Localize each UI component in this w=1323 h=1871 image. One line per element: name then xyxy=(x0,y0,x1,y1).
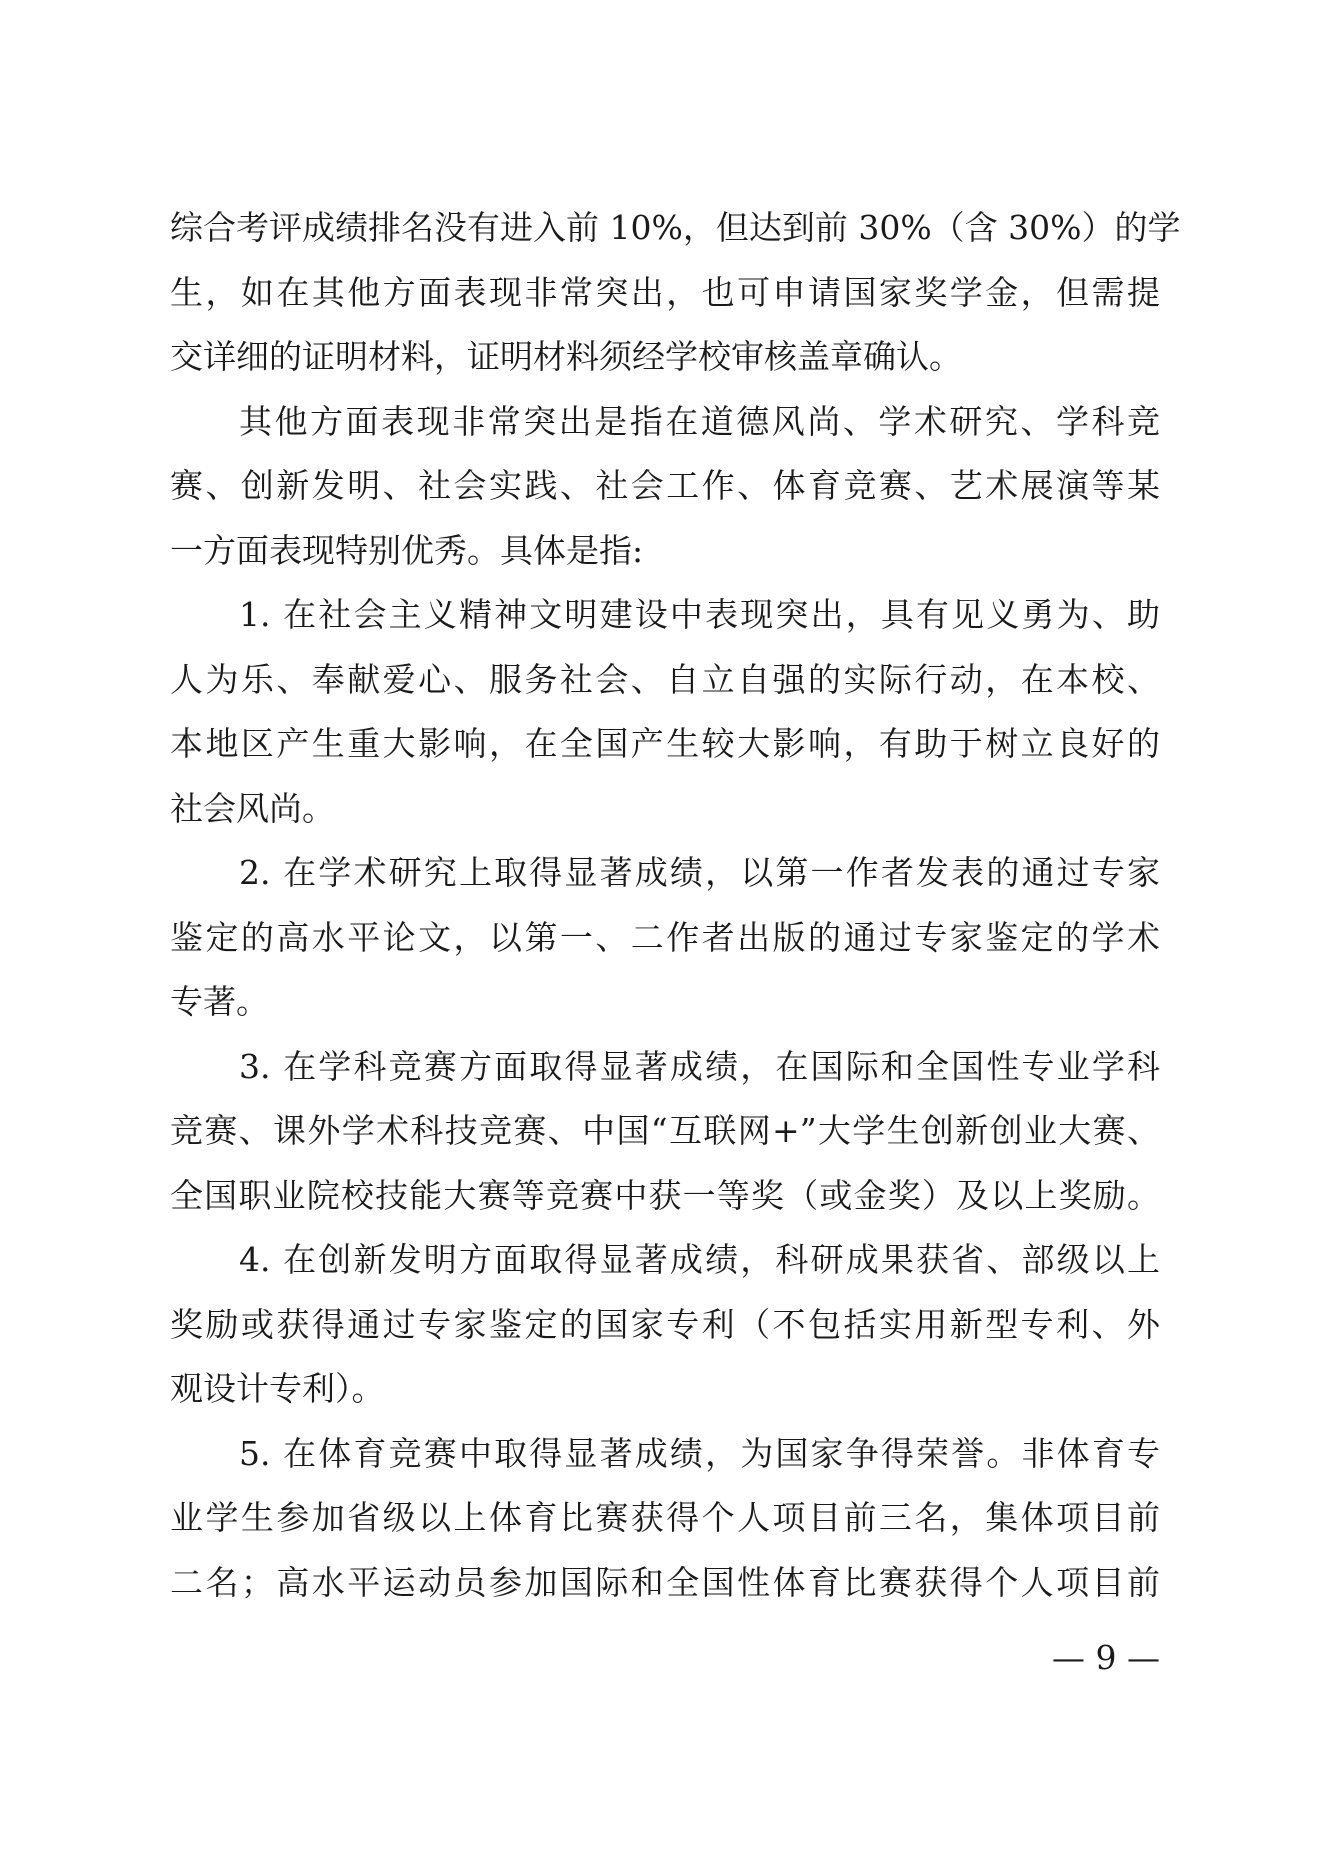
text-line-4: 其他方面表现非常突出是指在道德风尚、学术研究、学科竞 xyxy=(239,401,1160,441)
text-line-19: 观设计专利）。 xyxy=(170,1369,385,1408)
text-line-14: 3. 在学科竞赛方面取得显著成绩，在国际和全国性专业学科 xyxy=(239,1046,1160,1086)
text-line-3: 交详细的证明材料，证明材料须经学校审核盖章确认。 xyxy=(170,337,962,376)
text-line-7: 1. 在社会主义精神文明建设中表现突出，具有见义勇为、助 xyxy=(239,595,1160,634)
text-line-13: 专著。 xyxy=(170,982,269,1021)
text-line-8: 人为乐、奉献爱心、服务社会、自立自强的实际行动，在本校、 xyxy=(170,659,1160,699)
text-line-17: 4. 在创新发明方面取得显著成绩，科研成果获省、部级以上 xyxy=(239,1240,1160,1279)
text-line-18: 奖励或获得通过专家鉴定的国家专利（不包括实用新型专利、外 xyxy=(170,1304,1160,1344)
text-line-11: 2. 在学术研究上取得显著成绩，以第一作者发表的通过专家 xyxy=(239,853,1160,892)
text-line-1: 综合考评成绩排名没有进入前 10%，但达到前 30%（含 30%）的学 xyxy=(170,208,1181,247)
text-line-6: 一方面表现特别优秀。具体是指: xyxy=(170,530,644,570)
text-line-10: 社会风尚。 xyxy=(170,788,335,828)
page-number: — 9 — xyxy=(1052,1638,1160,1677)
text-line-9: 本地区产生重大影响，在全国产生较大影响，有助于树立良好的 xyxy=(170,724,1160,763)
text-line-22: 二名；高水平运动员参加国际和全国性体育比赛获得个人项目前 xyxy=(170,1562,1160,1602)
text-line-21: 业学生参加省级以上体育比赛获得个人项目前三名，集体项目前 xyxy=(170,1498,1160,1537)
document-body xyxy=(170,196,1181,1615)
text-line-5: 赛、创新发明、社会实践、社会工作、体育竞赛、艺术展演等某 xyxy=(170,466,1160,505)
text-line-2: 生，如在其他方面表现非常突出，也可申请国家奖学金，但需提 xyxy=(170,272,1160,312)
text-line-16: 全国职业院校技能大赛等竞赛中获一等奖（或金奖）及以上奖励。 xyxy=(170,1175,1160,1215)
text-line-20: 5. 在体育竞赛中取得显著成绩，为国家争得荣誉。非体育专 xyxy=(239,1433,1160,1473)
text-line-15: 竞赛、课外学术科技竞赛、中国“互联网+”大学生创新创业大赛、 xyxy=(170,1111,1160,1150)
text-line-12: 鉴定的高水平论文，以第一、二作者出版的通过专家鉴定的学术 xyxy=(170,917,1160,957)
